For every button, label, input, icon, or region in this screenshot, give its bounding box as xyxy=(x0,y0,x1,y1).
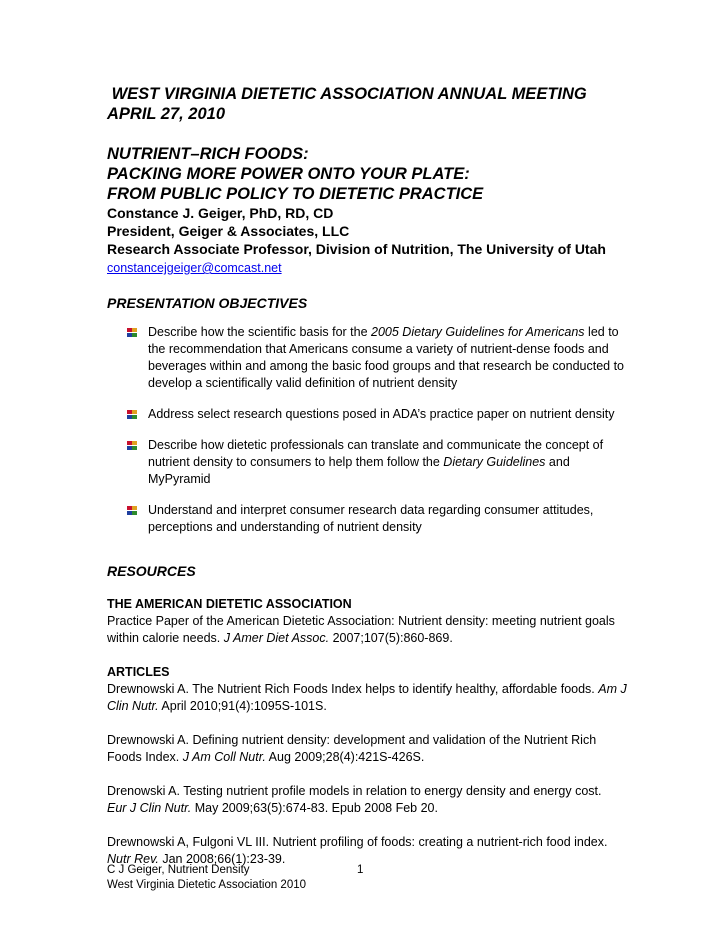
objective-text: Address select research questions posed in ADA’s practice paper on nutrient density xyxy=(148,407,615,421)
objective-item xyxy=(107,502,627,536)
objective-italic: 2005 Dietary Guidelines for Americans xyxy=(371,325,585,339)
objective-text: Understand and interpret consumer research data regarding consumer attitudes, perceptions and understanding of nutrient density xyxy=(148,503,594,534)
article-reference: Drewnowski A. Defining nutrient density: development and validation of the Nutrient Rich Foods Index. J Am Coll Nutr. Aug 2009;28(4):421S-426S. xyxy=(107,733,597,764)
ada-reference: Practice Paper of the American Dietetic Association: Nutrient density: meeting nutrient goals within calorie needs. J Amer Diet Assoc. 2007;107(5):860-869. xyxy=(107,614,615,645)
document-page xyxy=(107,84,627,868)
bullet-icon xyxy=(127,328,139,338)
article-reference: Drewnowski A, Fulgoni VL III. Nutrient profiling of foods: creating a nutrient-rich food index. Nutr Rev. Jan 2008;66(1):23-39. xyxy=(107,835,608,866)
footer-line-2: West Virginia Dietetic Association 2010 xyxy=(107,879,307,891)
author-email-link[interactable]: constancejgeiger@comcast.net xyxy=(107,261,282,275)
objectives-list xyxy=(107,324,627,536)
author-role-2: Research Associate Professor, Division of Nutrition, The University of Utah xyxy=(107,241,606,257)
talk-title-line-3: FROM PUBLIC POLICY TO DIETETIC PRACTICE xyxy=(107,185,484,203)
author-role-1: President, Geiger & Associates, LLC xyxy=(107,223,350,239)
objective-text: Describe how the scientific basis for the xyxy=(148,325,372,339)
meeting-title: WEST VIRGINIA DIETETIC ASSOCIATION ANNUAL MEETING xyxy=(107,85,587,103)
footer-line-1: C J Geiger, Nutrient Density xyxy=(107,864,250,876)
bullet-icon xyxy=(127,506,139,516)
meeting-date: APRIL 27, 2010 xyxy=(107,105,226,123)
page-footer xyxy=(107,863,306,893)
objective-text: and MyPyramid xyxy=(148,455,570,486)
bullet-icon xyxy=(127,441,139,451)
talk-title-line-1: NUTRIENT–RICH FOODS: xyxy=(107,145,309,163)
objectives-heading: PRESENTATION OBJECTIVES xyxy=(107,295,308,311)
articles-heading: ARTICLES xyxy=(107,665,170,679)
objective-item xyxy=(107,406,627,423)
author-name: Constance J. Geiger, PhD, RD, CD xyxy=(107,205,334,221)
article-reference: Drenowski A. Testing nutrient profile models in relation to energy density and energy cost. Eur J Clin Nutr. May 2009;63(5):674-83. Epub 2008 Feb 20. xyxy=(107,784,609,815)
talk-title-line-2: PACKING MORE POWER ONTO YOUR PLATE: xyxy=(107,165,470,183)
ada-heading: THE AMERICAN DIETETIC ASSOCIATION xyxy=(107,597,352,611)
objective-text: led to the recommendation that Americans consume a variety of nutrient-dense foods and beverages within and among the basic food groups and that research be conducted to develop a scientifically valid definition of nutrient density xyxy=(148,325,625,390)
objective-italic: Dietary Guidelines xyxy=(443,455,546,469)
objective-item xyxy=(107,437,627,488)
resources-heading: RESOURCES xyxy=(107,563,196,579)
objective-text: Describe how dietetic professionals can translate and communicate the concept of nutrient density to consumers to help them follow the xyxy=(148,438,604,469)
page-number: 1 xyxy=(357,864,364,876)
article-reference: Drewnowski A. The Nutrient Rich Foods Index helps to identify healthy, affordable foods. Am J Clin Nutr. April 2010;91(4):1095S-101S. xyxy=(107,682,627,713)
bullet-icon xyxy=(127,410,139,420)
objective-item xyxy=(107,324,627,392)
